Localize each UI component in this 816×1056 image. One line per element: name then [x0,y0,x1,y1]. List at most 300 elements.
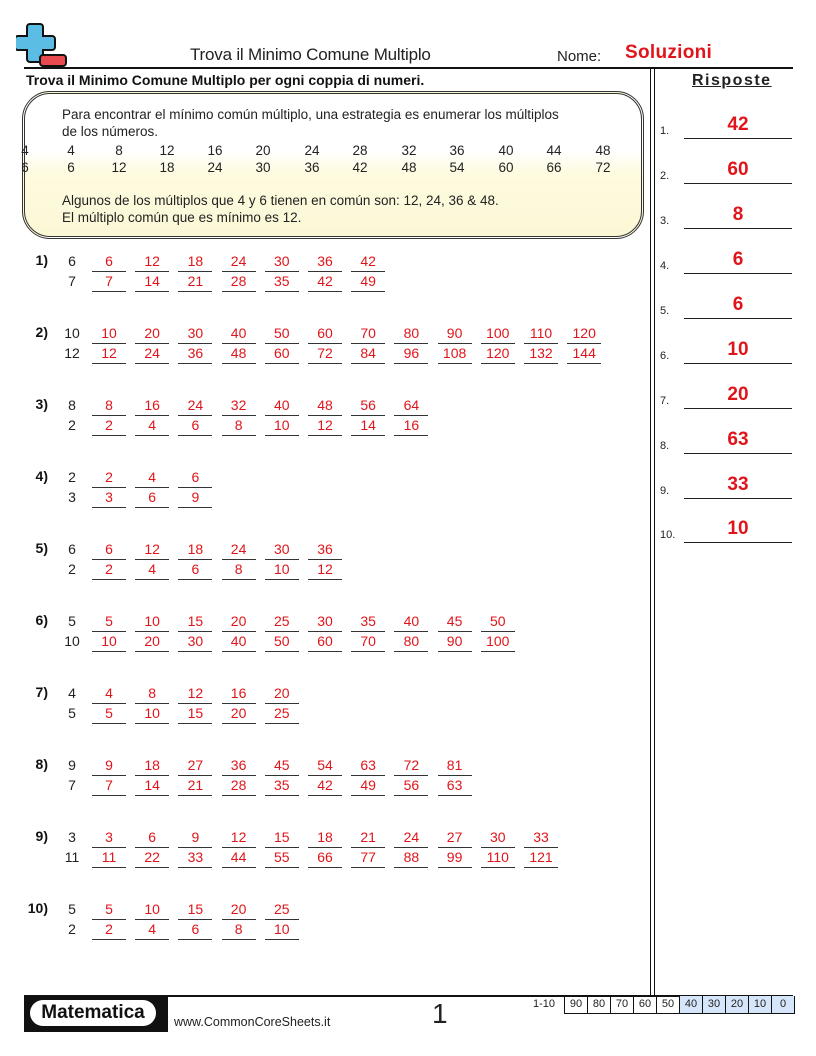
second-multiple-blank[interactable]: 144 [567,343,601,364]
second-multiple-blank[interactable]: 49 [351,271,385,292]
second-number: 3 [68,489,76,505]
first-multiple-blank[interactable]: 120 [567,323,601,344]
first-multiple-blank[interactable]: 40 [394,611,428,632]
example-multiple: 24 [207,160,223,175]
multiple-pair [222,539,256,579]
first-multiple-blank[interactable]: 24 [178,395,212,416]
multiple-pair [524,323,558,363]
first-multiple-blank[interactable]: 18 [135,755,169,776]
first-multiple-blank[interactable]: 42 [351,251,385,272]
first-multiple-blank[interactable]: 40 [265,395,299,416]
answer-row-8 [660,424,792,454]
second-multiple-blank[interactable]: 4 [135,415,169,436]
first-number: 6 [68,541,76,557]
first-multiple-blank[interactable]: 20 [265,683,299,704]
multiple-pair [135,899,169,939]
second-multiple-blank[interactable]: 4 [135,559,169,580]
second-number: 2 [68,921,76,937]
second-multiple-blank[interactable]: 4 [135,919,169,940]
second-multiple-blank[interactable]: 11 [92,847,126,868]
name-field[interactable]: Soluzioni [625,42,713,63]
score-cell: 20 [726,996,749,1013]
second-multiple-blank[interactable]: 49 [351,775,385,796]
multiple-pair [394,611,428,651]
multiple-pair [222,323,256,363]
multiple-pair [265,539,299,579]
first-multiple-blank[interactable]: 45 [438,611,472,632]
problem-number: 1) [35,252,48,268]
second-multiple-blank[interactable]: 14 [135,271,169,292]
multiple-pair [265,611,299,651]
first-number: 5 [68,613,76,629]
answer-line [684,498,792,499]
problem-number: 8) [35,756,48,772]
second-multiple-blank[interactable]: 72 [308,343,342,364]
answer-field[interactable]: 20 [727,384,749,405]
answer-number: 3. [660,215,670,227]
second-multiple-blank[interactable]: 22 [135,847,169,868]
second-multiple-blank[interactable]: 28 [222,775,256,796]
second-multiple-blank[interactable]: 25 [265,703,299,724]
first-multiple-blank[interactable]: 30 [481,827,515,848]
second-multiple-blank[interactable]: 44 [222,847,256,868]
multiple-pair [135,611,169,651]
second-multiple-blank[interactable]: 70 [351,631,385,652]
multiple-pair [438,755,472,795]
second-multiple-blank[interactable]: 42 [308,775,342,796]
first-multiple-blank[interactable]: 16 [222,683,256,704]
first-multiple-blank[interactable]: 12 [135,251,169,272]
second-number: 2 [68,417,76,433]
first-multiple-blank[interactable]: 36 [308,251,342,272]
second-multiple-blank[interactable]: 110 [481,847,515,868]
second-multiple-blank[interactable]: 6 [135,487,169,508]
first-multiple-blank[interactable]: 35 [351,611,385,632]
first-multiple-blank[interactable]: 40 [222,323,256,344]
first-multiple-blank[interactable]: 4 [135,467,169,488]
second-multiple-blank[interactable]: 80 [394,631,428,652]
second-multiple-blank[interactable]: 40 [222,631,256,652]
instructions: Trova il Minimo Comune Multiplo per ogni coppia di numeri. [26,72,425,88]
first-multiple-blank[interactable]: 15 [178,899,212,920]
score-cell: 10 [749,996,772,1013]
first-multiple-blank[interactable]: 72 [394,755,428,776]
second-multiple-blank[interactable]: 100 [481,631,515,652]
example-conclusion-line2: El múltiplo común que es mínimo es 12. [62,210,302,225]
multiple-pair [178,323,212,363]
second-multiple-blank[interactable]: 2 [92,919,126,940]
first-multiple-blank[interactable]: 80 [394,323,428,344]
multiple-pair [308,611,342,651]
second-multiple-blank[interactable]: 20 [222,703,256,724]
first-multiple-blank[interactable]: 18 [308,827,342,848]
second-multiple-blank[interactable]: 10 [92,631,126,652]
first-multiple-blank[interactable]: 3 [92,827,126,848]
example-multiple: 44 [546,143,562,158]
example-multiple: 12 [159,143,175,158]
problem-10 [0,892,640,936]
second-multiple-blank[interactable]: 50 [265,631,299,652]
first-multiple-blank[interactable]: 36 [222,755,256,776]
score-cell: 80 [588,996,611,1013]
first-multiple-blank[interactable]: 16 [135,395,169,416]
second-multiple-blank[interactable]: 66 [308,847,342,868]
second-multiple-blank[interactable]: 84 [351,343,385,364]
first-multiple-blank[interactable]: 15 [178,611,212,632]
problem-3 [0,388,640,432]
second-multiple-blank[interactable]: 28 [222,271,256,292]
second-multiple-blank[interactable]: 77 [351,847,385,868]
multiple-pair [265,395,299,435]
first-multiple-blank[interactable]: 56 [351,395,385,416]
answer-row-2 [660,154,792,184]
first-multiple-blank[interactable]: 4 [92,683,126,704]
multiple-pair [308,395,342,435]
second-multiple-blank[interactable]: 63 [438,775,472,796]
second-multiple-blank[interactable]: 120 [481,343,515,364]
multiple-pair [308,539,342,579]
second-multiple-blank[interactable]: 3 [92,487,126,508]
example-multiple: 48 [595,143,611,158]
first-multiple-blank[interactable]: 12 [135,539,169,560]
multiple-pair [308,755,342,795]
first-multiple-blank[interactable]: 30 [265,251,299,272]
second-number: 7 [68,777,76,793]
second-multiple-blank[interactable]: 21 [178,775,212,796]
answer-field[interactable]: 6 [732,294,744,315]
score-table [564,996,795,1014]
example-multiple: 28 [352,143,368,158]
multiple-pair [265,683,299,723]
second-multiple-blank[interactable]: 132 [524,343,558,364]
multiple-pair [524,827,558,867]
second-multiple-blank[interactable]: 10 [265,415,299,436]
multiple-pair [135,467,169,507]
example-intro-line1: Para encontrar el mínimo común múltiplo, una estrategia es enumerar los múltiplos [62,107,559,122]
answer-number: 9. [660,485,670,497]
multiple-pair [351,611,385,651]
second-multiple-blank[interactable]: 6 [178,415,212,436]
multiple-pair [222,827,256,867]
multiple-pair [178,539,212,579]
first-multiple-blank[interactable]: 2 [92,467,126,488]
second-multiple-blank[interactable]: 10 [265,919,299,940]
answer-field[interactable]: 6 [732,249,744,270]
score-cell: 90 [565,996,588,1013]
second-multiple-blank[interactable]: 7 [92,271,126,292]
second-multiple-blank[interactable]: 14 [135,775,169,796]
second-multiple-blank[interactable]: 33 [178,847,212,868]
second-multiple-blank[interactable]: 35 [265,271,299,292]
answer-line [684,318,792,319]
multiple-pair [92,323,126,363]
first-multiple-blank[interactable]: 15 [265,827,299,848]
second-multiple-blank[interactable]: 7 [92,775,126,796]
first-multiple-blank[interactable]: 6 [92,251,126,272]
multiple-pair [351,395,385,435]
second-multiple-blank[interactable]: 60 [308,631,342,652]
first-multiple-blank[interactable]: 5 [92,899,126,920]
first-multiple-blank[interactable]: 70 [351,323,385,344]
multiple-pair [481,827,515,867]
second-number: 12 [64,345,80,361]
first-multiple-blank[interactable]: 33 [524,827,558,848]
first-number: 6 [68,253,76,269]
first-multiple-blank[interactable]: 30 [265,539,299,560]
second-multiple-blank[interactable]: 8 [222,415,256,436]
example-multiple: 72 [595,160,611,175]
multiple-pair [135,755,169,795]
example-conclusion-line1: Algunos de los múltiplos que 4 y 6 tienen en común son: 12, 24, 36 & 48. [62,193,499,208]
second-multiple-blank[interactable]: 90 [438,631,472,652]
problem-number: 2) [35,324,48,340]
second-multiple-blank[interactable]: 36 [178,343,212,364]
second-multiple-blank[interactable]: 30 [178,631,212,652]
footer-url[interactable]: www.CommonCoreSheets.it [174,1015,331,1029]
answer-line [684,542,792,543]
multiple-pair [351,251,385,291]
second-multiple-blank[interactable]: 121 [524,847,558,868]
first-number: 9 [68,757,76,773]
footer-badge-background [24,996,168,1032]
multiple-pair [265,323,299,363]
problem-1 [0,244,640,288]
answer-number: 6. [660,350,670,362]
answer-field[interactable]: 33 [727,474,749,495]
first-multiple-blank[interactable]: 9 [92,755,126,776]
second-multiple-blank[interactable]: 48 [222,343,256,364]
example-multiple: 18 [159,160,175,175]
second-number: 5 [68,705,76,721]
example-multiple: 60 [498,160,514,175]
first-multiple-blank[interactable]: 8 [135,683,169,704]
first-multiple-blank[interactable]: 27 [178,755,212,776]
multiple-pair [222,251,256,291]
answer-line [684,453,792,454]
second-multiple-blank[interactable]: 99 [438,847,472,868]
first-multiple-blank[interactable]: 36 [308,539,342,560]
first-multiple-blank[interactable]: 18 [178,251,212,272]
second-multiple-blank[interactable]: 96 [394,343,428,364]
problem-number: 5) [35,540,48,556]
first-number: 5 [68,901,76,917]
first-multiple-blank[interactable]: 21 [351,827,385,848]
second-multiple-blank[interactable]: 12 [308,415,342,436]
second-multiple-blank[interactable]: 15 [178,703,212,724]
multiple-pair [438,827,472,867]
name-label: Nome: [557,48,602,65]
first-multiple-blank[interactable]: 54 [308,755,342,776]
answer-line [684,228,792,229]
example-base-number: 6 [21,160,29,175]
worksheet-title: Trova il Minimo Comune Multiplo [190,45,431,64]
multiple-pair [222,683,256,723]
first-multiple-blank[interactable]: 6 [92,539,126,560]
first-multiple-blank[interactable]: 10 [135,899,169,920]
answer-row-5 [660,289,792,319]
example-multiple: 54 [449,160,465,175]
first-multiple-blank[interactable]: 20 [222,899,256,920]
first-multiple-blank[interactable]: 27 [438,827,472,848]
multiple-pair [178,251,212,291]
score-cell: 60 [634,996,657,1013]
first-multiple-blank[interactable]: 50 [265,323,299,344]
first-number: 10 [64,325,80,341]
example-multiple: 20 [255,143,271,158]
answer-field[interactable]: 63 [727,429,749,450]
multiple-pair [92,467,126,507]
multiple-pair [394,755,428,795]
second-multiple-blank[interactable]: 60 [265,343,299,364]
second-multiple-blank[interactable]: 35 [265,775,299,796]
first-multiple-blank[interactable]: 30 [178,323,212,344]
multiple-pair [92,611,126,651]
second-multiple-blank[interactable]: 10 [135,703,169,724]
first-multiple-blank[interactable]: 10 [135,611,169,632]
problem-6 [0,604,640,648]
problem-4 [0,460,640,504]
multiple-pair [178,899,212,939]
score-cell: 70 [611,996,634,1013]
second-multiple-blank[interactable]: 14 [351,415,385,436]
first-multiple-blank[interactable]: 90 [438,323,472,344]
first-multiple-blank[interactable]: 9 [178,827,212,848]
multiple-pair [481,323,515,363]
second-multiple-blank[interactable]: 88 [394,847,428,868]
multiple-pair [394,827,428,867]
second-multiple-blank[interactable]: 12 [308,559,342,580]
multiple-pair [178,683,212,723]
first-multiple-blank[interactable]: 8 [92,395,126,416]
first-multiple-blank[interactable]: 63 [351,755,385,776]
first-multiple-blank[interactable]: 12 [222,827,256,848]
problem-number: 4) [35,468,48,484]
first-multiple-blank[interactable]: 25 [265,611,299,632]
multiple-pair [92,827,126,867]
multiple-pair [92,683,126,723]
second-multiple-blank[interactable]: 9 [178,487,212,508]
example-multiple: 4 [67,143,75,158]
answer-line [684,183,792,184]
first-multiple-blank[interactable]: 32 [222,395,256,416]
first-multiple-blank[interactable]: 6 [135,827,169,848]
plus-minus-logo-icon [16,22,80,68]
problem-7 [0,676,640,720]
second-multiple-blank[interactable]: 5 [92,703,126,724]
second-multiple-blank[interactable]: 42 [308,271,342,292]
multiple-pair [265,251,299,291]
answer-field[interactable]: 60 [727,159,749,180]
example-multiple: 8 [115,143,123,158]
problem-2 [0,316,640,360]
example-multiple: 24 [304,143,320,158]
answer-field[interactable]: 42 [727,114,749,135]
answer-field[interactable]: 8 [732,204,744,225]
second-multiple-blank[interactable]: 56 [394,775,428,796]
multiple-pair [265,755,299,795]
multiple-pair [222,755,256,795]
multiple-pair [178,467,212,507]
second-multiple-blank[interactable]: 16 [394,415,428,436]
multiple-pair [438,323,472,363]
answer-line [684,363,792,364]
problem-number: 9) [35,828,48,844]
first-number: 3 [68,829,76,845]
example-multiple: 16 [207,143,223,158]
problem-number: 7) [35,684,48,700]
second-multiple-blank[interactable]: 10 [265,559,299,580]
second-multiple-blank[interactable]: 20 [135,631,169,652]
first-multiple-blank[interactable]: 45 [265,755,299,776]
second-multiple-blank[interactable]: 55 [265,847,299,868]
first-multiple-blank[interactable]: 25 [265,899,299,920]
second-multiple-blank[interactable]: 21 [178,271,212,292]
second-multiple-blank[interactable]: 2 [92,559,126,580]
answer-number: 4. [660,260,670,272]
page-number: 1 [432,998,448,1029]
second-multiple-blank[interactable]: 6 [178,919,212,940]
first-multiple-blank[interactable]: 60 [308,323,342,344]
first-multiple-blank[interactable]: 20 [135,323,169,344]
score-cell: 30 [703,996,726,1013]
answer-row-3 [660,199,792,229]
example-multiple: 36 [304,160,320,175]
first-multiple-blank[interactable]: 5 [92,611,126,632]
first-multiple-blank[interactable]: 48 [308,395,342,416]
answer-row-7 [660,379,792,409]
first-multiple-blank[interactable]: 30 [308,611,342,632]
answer-number: 7. [660,395,670,407]
answer-field[interactable]: 10 [727,339,749,360]
problem-number: 6) [35,612,48,628]
second-multiple-blank[interactable]: 2 [92,415,126,436]
second-multiple-blank[interactable]: 108 [438,343,472,364]
answer-field[interactable]: 10 [727,518,749,539]
second-multiple-blank[interactable]: 8 [222,559,256,580]
first-multiple-blank[interactable]: 50 [481,611,515,632]
multiple-pair [351,755,385,795]
multiple-pair [351,827,385,867]
first-multiple-blank[interactable]: 64 [394,395,428,416]
first-multiple-blank[interactable]: 24 [222,539,256,560]
first-multiple-blank[interactable]: 18 [178,539,212,560]
first-multiple-blank[interactable]: 10 [92,323,126,344]
second-number: 10 [64,633,80,649]
first-multiple-blank[interactable]: 81 [438,755,472,776]
second-multiple-blank[interactable]: 6 [178,559,212,580]
first-multiple-blank[interactable]: 100 [481,323,515,344]
answer-line [684,138,792,139]
example-multiple: 12 [111,160,127,175]
first-multiple-blank[interactable]: 110 [524,323,558,344]
header-divider [24,67,793,69]
multiple-pair [308,323,342,363]
example-multiple: 36 [449,143,465,158]
second-multiple-blank[interactable]: 12 [92,343,126,364]
multiple-pair [178,395,212,435]
first-multiple-blank[interactable]: 20 [222,611,256,632]
first-multiple-blank[interactable]: 24 [394,827,428,848]
first-multiple-blank[interactable]: 12 [178,683,212,704]
first-multiple-blank[interactable]: 6 [178,467,212,488]
answer-number: 10. [660,529,676,541]
answer-row-6 [660,334,792,364]
problem-9 [0,820,640,864]
multiple-pair [135,539,169,579]
second-multiple-blank[interactable]: 8 [222,919,256,940]
first-multiple-blank[interactable]: 24 [222,251,256,272]
second-multiple-blank[interactable]: 24 [135,343,169,364]
